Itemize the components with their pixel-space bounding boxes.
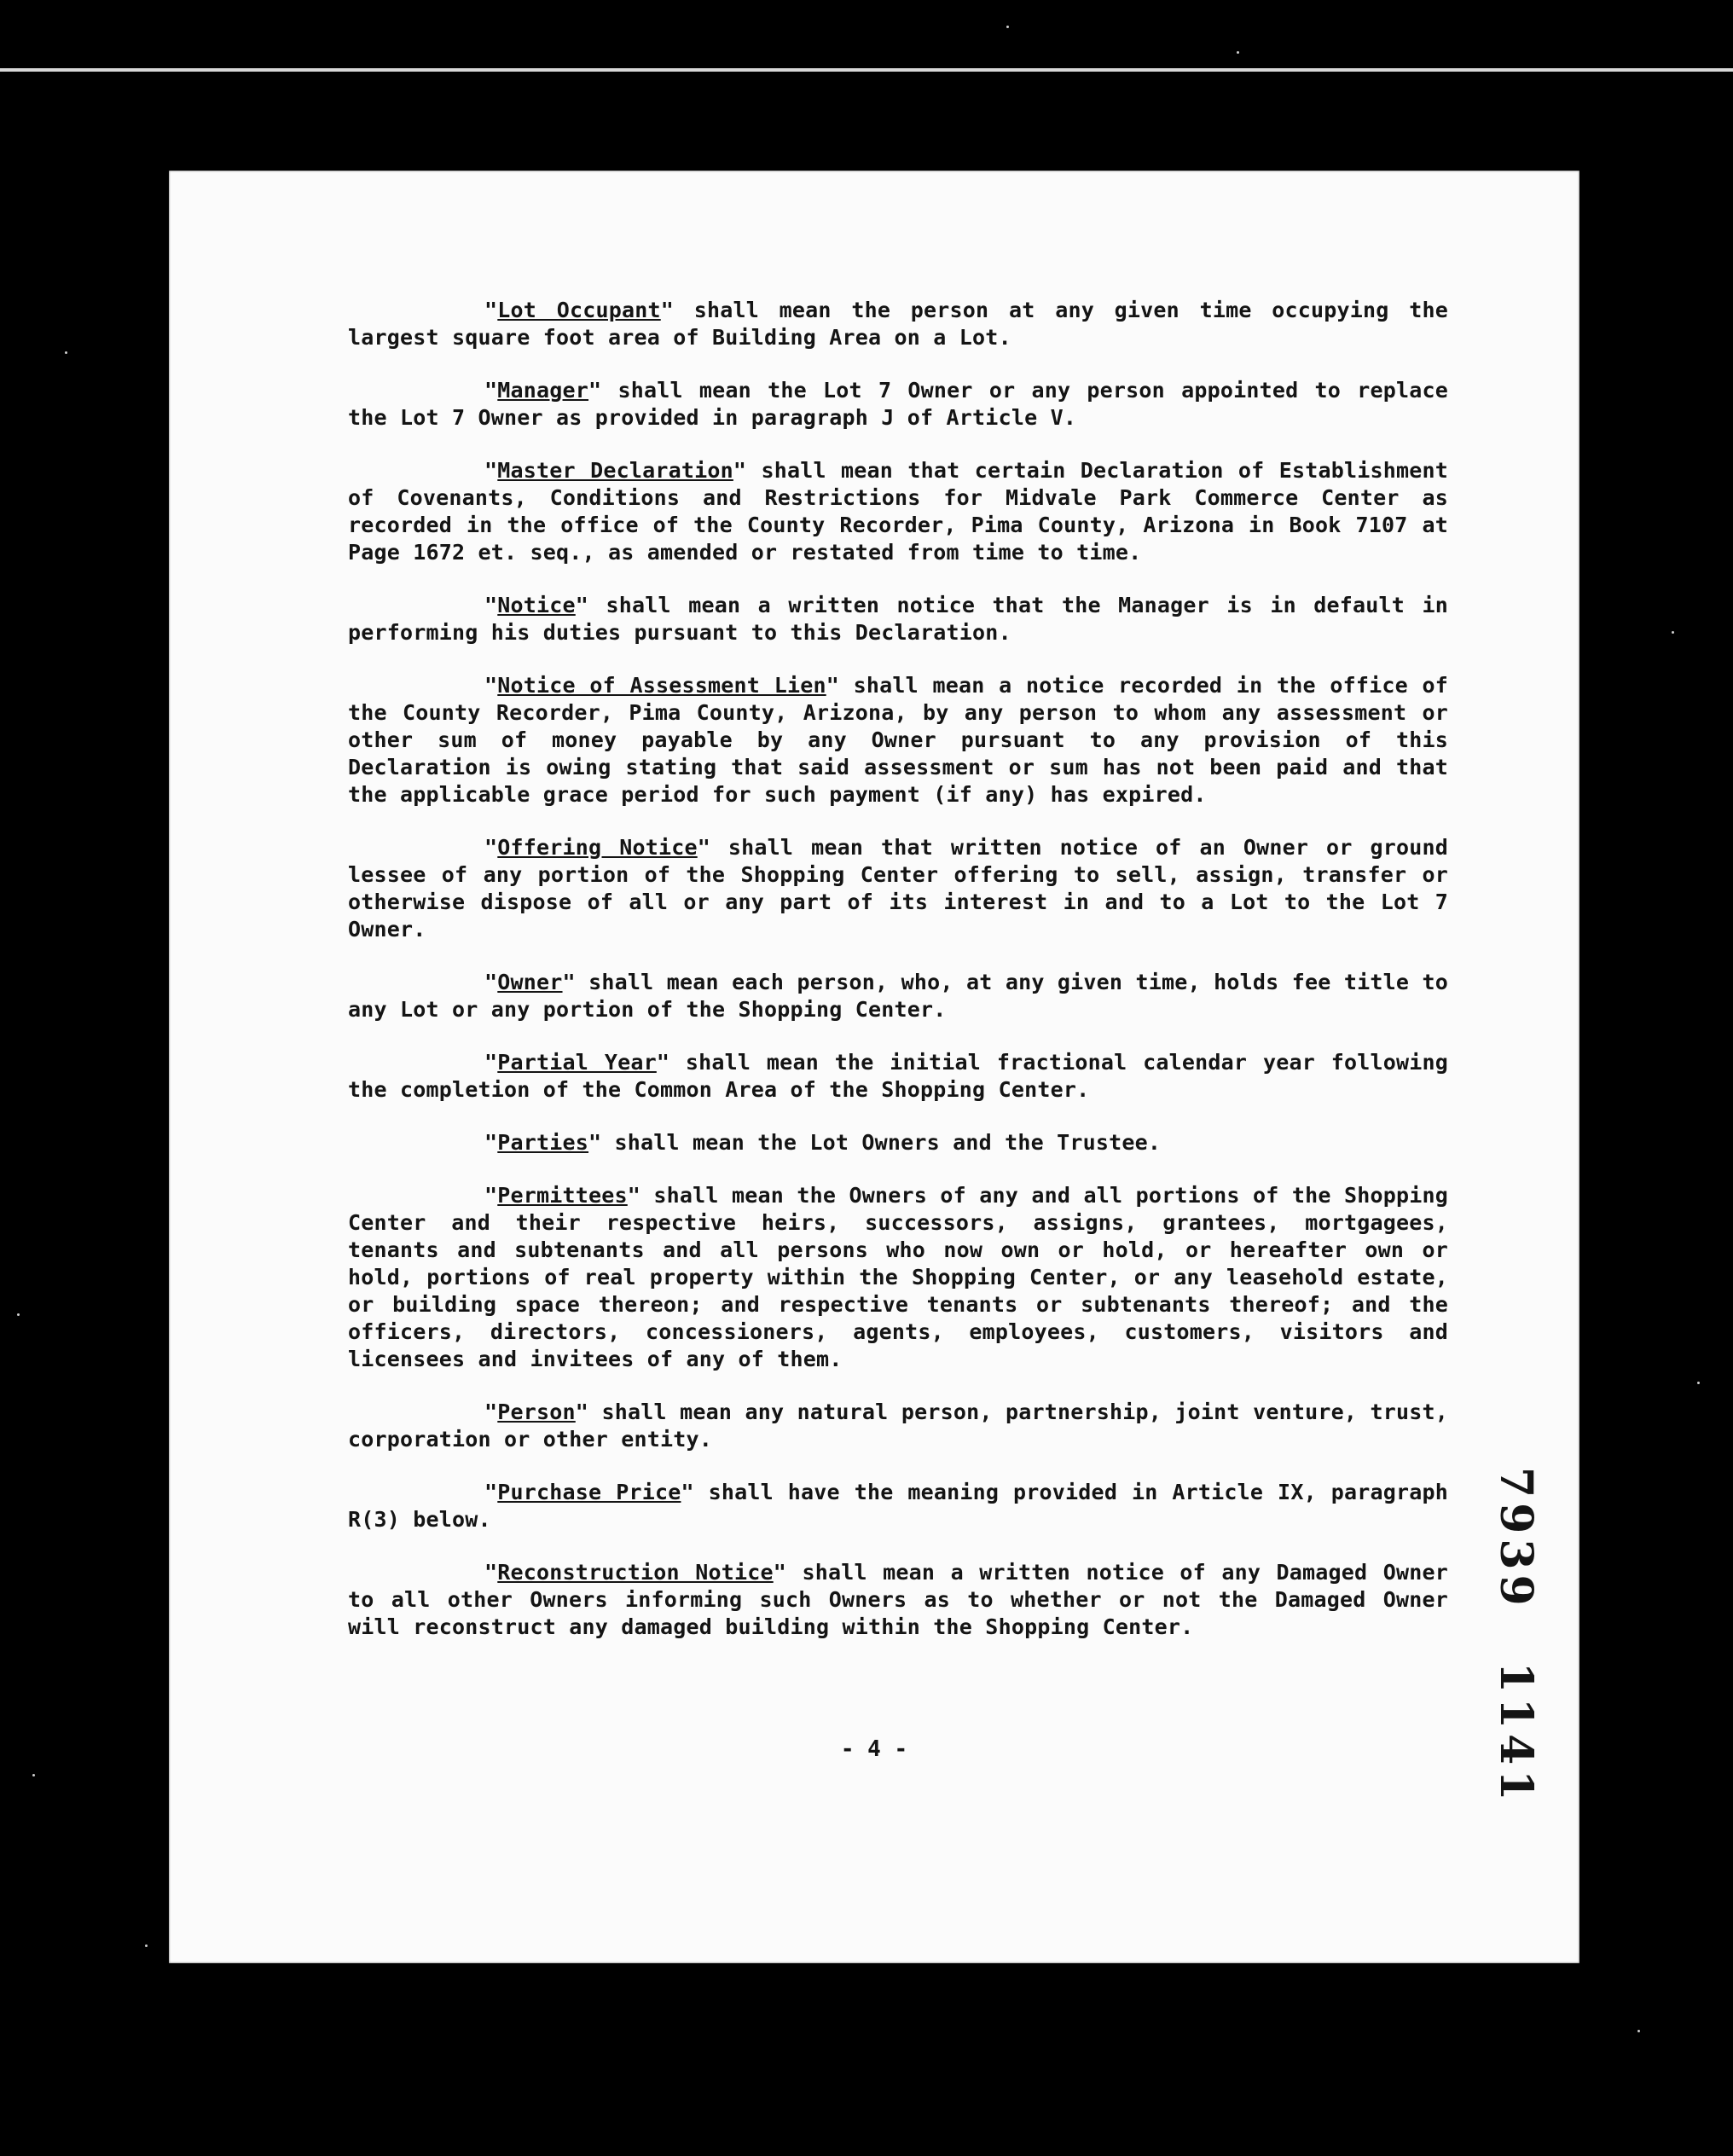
defined-term: Manager bbox=[497, 378, 589, 403]
scan-speck bbox=[17, 1313, 20, 1316]
definition-paragraph: "Person" shall mean any natural person, partnership, joint venture, trust, corporation or other entity. bbox=[348, 1400, 1448, 1452]
scan-speck bbox=[1237, 51, 1239, 54]
definition-text: shall mean a written notice that the Manager is in default in performing his duties pursuant to this Declaration. bbox=[348, 593, 1448, 645]
definition-paragraph: "Parties" shall mean the Lot Owners and the Trustee. bbox=[484, 1130, 1162, 1155]
scan-top-rule bbox=[0, 68, 1733, 72]
scan-speck bbox=[32, 1774, 35, 1776]
defined-term: Lot Occupant bbox=[497, 298, 661, 322]
definition-text: shall mean the person at any given time occupying the largest square foot area of Building Area on a Lot. bbox=[348, 298, 1449, 350]
defined-term: Notice bbox=[497, 593, 576, 617]
stamp-book-number: 7939 bbox=[1490, 1467, 1542, 1611]
definition-text: shall mean each person, who, at any given time, holds fee title to any Lot or any portion of the Shopping Center. bbox=[348, 970, 1448, 1022]
stamp-page-number: 1141 bbox=[1490, 1661, 1542, 1806]
definition-paragraph: "Notice of Assessment Lien" shall mean a notice recorded in the office of the County Recorder, Pima County, Arizona, by any person to whom any assessment or other sum of money payable by any Owner pursuant to any provision of this Declaration is owing stating that said assessment or sum has not been paid and that the applicable grace period for such payment (if any) has expired. bbox=[348, 673, 1448, 807]
definition-text: shall mean a written notice of any Damaged Owner to all other Owners informing such Owners as to whether or not the Damaged Owner will reconstruct any damaged building within the Shopping Center. bbox=[348, 1560, 1448, 1639]
defined-term: Person bbox=[497, 1400, 576, 1424]
scan-speck bbox=[65, 351, 67, 354]
scan-speck bbox=[1006, 26, 1009, 28]
definition-text: shall mean the Owners of any and all portions of the Shopping Center and their respective heirs, successors, assigns, grantees, mortgagees, tenants and subtenants and all persons who now own or hold, or hereafter own or hold, portions of real property within the Shopping Center, or any leasehold estate, or building space thereon; and respective tenants or subtenants thereof; and the officers, directors, concessioners, agents, employees, customers, visitors and licensees and invitees of any of them. bbox=[348, 1183, 1448, 1371]
definition-text: shall mean that written notice of an Owner or ground lessee of any portion of the Shopping Center offering to sell, assign, transfer or otherwise dispose of all or any part of its interest in and to a Lot to the Lot 7 Owner. bbox=[348, 835, 1448, 942]
definition-paragraph: "Purchase Price" shall have the meaning provided in Article IX, paragraph R(3) below. bbox=[348, 1480, 1448, 1532]
definition-text: shall mean any natural person, partnership, joint venture, trust, corporation or other entity. bbox=[348, 1400, 1448, 1452]
definitions-list bbox=[348, 297, 1448, 1666]
recording-stamp bbox=[1474, 1467, 1542, 1806]
definition-text: shall mean the Lot Owners and the Trustee. bbox=[601, 1130, 1162, 1155]
definition-paragraph: "Manager" shall mean the Lot 7 Owner or any person appointed to replace the Lot 7 Owner as provided in paragraph J of Article V. bbox=[348, 378, 1448, 430]
defined-term: Parties bbox=[497, 1130, 589, 1155]
defined-term: Owner bbox=[497, 970, 563, 994]
definition-text: shall mean a notice recorded in the office of the County Recorder, Pima County, Arizona, by any person to whom any assessment or other sum of money payable by any Owner pursuant to any provision of this Declaration is owing stating that said assessment or sum has not been paid and that the applicable grace period for such payment (if any) has expired. bbox=[348, 673, 1448, 807]
defined-term: Master Declaration bbox=[497, 458, 733, 483]
page-number: - 4 - bbox=[840, 1736, 908, 1762]
definition-paragraph: "Master Declaration" shall mean that certain Declaration of Establishment of Covenants, Conditions and Restrictions for Midvale Park Commerce Center as recorded in the office of the County Recorder, Pima County, Arizona in Book 7107 at Page 1672 et. seq., as amended or restated from time to time. bbox=[348, 458, 1448, 565]
definition-paragraph: "Offering Notice" shall mean that written notice of an Owner or ground lessee of any portion of the Shopping Center offering to sell, assign, transfer or otherwise dispose of all or any part of its interest in and to a Lot to the Lot 7 Owner. bbox=[348, 835, 1448, 942]
definition-text: shall mean the Lot 7 Owner or any person appointed to replace the Lot 7 Owner as provided in paragraph J of Article V. bbox=[348, 378, 1448, 430]
scan-speck bbox=[145, 1944, 148, 1947]
definition-text: shall mean the initial fractional calendar year following the completion of the Common Area of the Shopping Center. bbox=[348, 1050, 1449, 1102]
defined-term: Notice of Assessment Lien bbox=[497, 673, 826, 698]
document-page bbox=[169, 171, 1579, 1963]
defined-term: Partial Year bbox=[497, 1050, 657, 1075]
scan-speck bbox=[1697, 1382, 1700, 1384]
definition-paragraph: "Reconstruction Notice" shall mean a written notice of any Damaged Owner to all other Owners informing such Owners as to whether or not the Damaged Owner will reconstruct any damaged building within the Shopping Center. bbox=[348, 1560, 1448, 1639]
defined-term: Permittees bbox=[497, 1183, 628, 1208]
defined-term: Reconstruction Notice bbox=[497, 1560, 774, 1585]
defined-term: Offering Notice bbox=[497, 835, 698, 860]
defined-term: Purchase Price bbox=[497, 1480, 681, 1504]
definition-paragraph: "Permittees" shall mean the Owners of any and all portions of the Shopping Center and their respective heirs, successors, assigns, grantees, mortgagees, tenants and subtenants and all persons who now own or hold, or hereafter own or hold, portions of real property within the Shopping Center, or any leasehold estate, or building space thereon; and respective tenants or subtenants thereof; and the officers, directors, concessioners, agents, employees, customers, visitors and licensees and invitees of any of them. bbox=[348, 1183, 1448, 1371]
scan-speck bbox=[1637, 2030, 1640, 2032]
definition-text: shall have the meaning provided in Article IX, paragraph R(3) below. bbox=[348, 1480, 1448, 1532]
definition-paragraph: "Partial Year" shall mean the initial fractional calendar year following the completion of the Common Area of the Shopping Center. bbox=[348, 1050, 1449, 1102]
definition-paragraph: "Lot Occupant" shall mean the person at any given time occupying the largest square foot area of Building Area on a Lot. bbox=[348, 298, 1449, 350]
scan-speck bbox=[1672, 631, 1674, 634]
definition-paragraph: "Notice" shall mean a written notice that the Manager is in default in performing his duties pursuant to this Declaration. bbox=[348, 593, 1448, 645]
definition-text: shall mean that certain Declaration of Establishment of Covenants, Conditions and Restrictions for Midvale Park Commerce Center as recorded in the office of the County Recorder, Pima County, Arizona in Book 7107 at Page 1672 et. seq., as amended or restated from time to time. bbox=[348, 458, 1448, 565]
definition-paragraph: "Owner" shall mean each person, who, at any given time, holds fee title to any Lot or any portion of the Shopping Center. bbox=[348, 970, 1448, 1022]
